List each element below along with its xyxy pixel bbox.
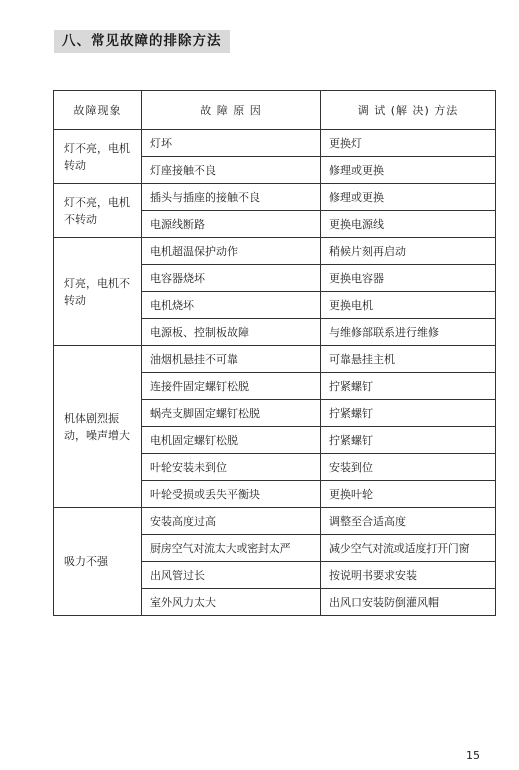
solution-cell: 更换叶轮 — [321, 481, 496, 508]
solution-cell: 按说明书要求安装 — [321, 562, 496, 589]
section-title: 八、常见故障的排除方法 — [54, 30, 230, 53]
cause-cell: 油烟机悬挂不可靠 — [142, 346, 321, 373]
solution-cell: 更换电源线 — [321, 211, 496, 238]
header-cause: 故 障 原 因 — [142, 91, 321, 130]
solution-cell: 稍候片刻再启动 — [321, 238, 496, 265]
cause-cell: 安装高度过高 — [142, 508, 321, 535]
phenomenon-cell: 吸力不强 — [54, 508, 142, 616]
cause-cell: 电机固定螺钉松脱 — [142, 427, 321, 454]
table-row — [54, 130, 496, 157]
cause-cell: 室外风力太大 — [142, 589, 321, 616]
cause-cell: 厨房空气对流太大或密封太严 — [142, 535, 321, 562]
phenomenon-cell: 灯亮，电机不转动 — [54, 238, 142, 346]
table-header-row — [54, 91, 496, 130]
solution-cell: 减少空气对流或适度打开门窗 — [321, 535, 496, 562]
phenomenon-cell: 灯不亮，电机不转动 — [54, 184, 142, 238]
solution-cell: 更换电机 — [321, 292, 496, 319]
table-row — [54, 346, 496, 373]
cause-cell: 出风管过长 — [142, 562, 321, 589]
phenomenon-cell: 灯不亮，电机转动 — [54, 130, 142, 184]
page-number: 15 — [466, 749, 480, 762]
cause-cell: 电机超温保护动作 — [142, 238, 321, 265]
solution-cell: 出风口安装防倒灌风帽 — [321, 589, 496, 616]
cause-cell: 插头与插座的接触不良 — [142, 184, 321, 211]
cause-cell: 电源板、控制板故障 — [142, 319, 321, 346]
troubleshooting-table — [53, 90, 496, 616]
solution-cell: 拧紧螺钉 — [321, 400, 496, 427]
cause-cell: 电机烧坏 — [142, 292, 321, 319]
solution-cell: 更换灯 — [321, 130, 496, 157]
solution-cell: 拧紧螺钉 — [321, 373, 496, 400]
cause-cell: 灯座接触不良 — [142, 157, 321, 184]
cause-cell: 叶轮受损或丢失平衡块 — [142, 481, 321, 508]
solution-cell: 修理或更换 — [321, 184, 496, 211]
cause-cell: 电容器烧坏 — [142, 265, 321, 292]
solution-cell: 安装到位 — [321, 454, 496, 481]
solution-cell: 可靠悬挂主机 — [321, 346, 496, 373]
solution-cell: 与维修部联系进行维修 — [321, 319, 496, 346]
table-row — [54, 184, 496, 211]
cause-cell: 电源线断路 — [142, 211, 321, 238]
table-row — [54, 238, 496, 265]
table-row — [54, 508, 496, 535]
cause-cell: 连接件固定螺钉松脱 — [142, 373, 321, 400]
cause-cell: 叶轮安装未到位 — [142, 454, 321, 481]
header-solution: 调 试 (解 决) 方法 — [321, 91, 496, 130]
solution-cell: 修理或更换 — [321, 157, 496, 184]
solution-cell: 拧紧螺钉 — [321, 427, 496, 454]
header-phenomenon: 故障现象 — [54, 91, 142, 130]
cause-cell: 蜗壳支脚固定螺钉松脱 — [142, 400, 321, 427]
solution-cell: 更换电容器 — [321, 265, 496, 292]
cause-cell: 灯坏 — [142, 130, 321, 157]
phenomenon-cell: 机体剧烈振动，噪声增大 — [54, 346, 142, 508]
solution-cell: 调整至合适高度 — [321, 508, 496, 535]
